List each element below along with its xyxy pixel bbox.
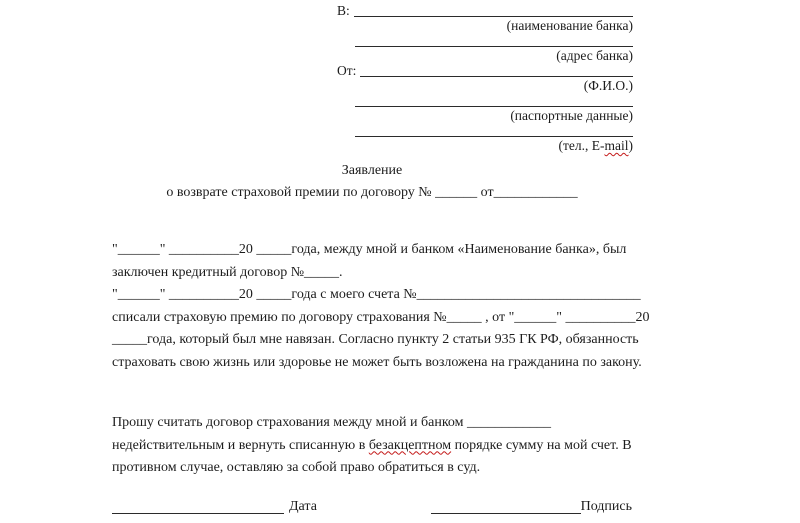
contact-caption-post: ) xyxy=(628,138,633,153)
from-prefix: От: xyxy=(337,63,357,78)
signature-label: Подпись xyxy=(580,499,632,514)
date-group xyxy=(112,498,317,516)
contact-caption xyxy=(337,138,633,153)
request-line2-pre: недействительным и вернуть списанную в xyxy=(112,437,369,453)
paragraph-request xyxy=(112,412,672,480)
passport-caption: (паспортные данные) xyxy=(510,108,633,123)
fio-caption: (Ф.И.О.) xyxy=(583,78,633,93)
document-body xyxy=(112,239,672,480)
document-title xyxy=(112,160,632,203)
signature-blank-line[interactable] xyxy=(431,513,581,514)
body-line: заключен кредитный договор №_____. xyxy=(112,264,343,280)
field-row-fio xyxy=(337,63,633,78)
body-line: Прошу считать договор страхования между мной и банком ____________ xyxy=(112,415,551,430)
signature-footer xyxy=(112,498,632,516)
passport-blank-line[interactable] xyxy=(355,93,633,107)
bank-address-caption: (адрес банка) xyxy=(556,48,633,63)
body-line: _____года, который был мне навязан. Согласно пункту 2 статьи 935 ГК РФ, обязанность xyxy=(112,332,639,347)
date-blank-line[interactable] xyxy=(112,513,284,514)
body-line: "______" __________20 _____года, между мной и банком «Наименование банка», был xyxy=(112,242,627,257)
body-line: списали страховую премию по договору страхования №_____ , от "______" __________20 xyxy=(112,309,650,325)
recipient-header-block xyxy=(337,3,633,153)
field-row-passport xyxy=(337,93,633,108)
bank-name-caption: (наименование банка) xyxy=(506,18,633,33)
field-row-bank-address xyxy=(337,33,633,48)
contact-blank-line[interactable] xyxy=(355,123,633,137)
fio-blank-line[interactable] xyxy=(360,63,633,77)
contact-caption-misspelled-word: mail xyxy=(604,138,629,153)
signature-group xyxy=(431,498,632,516)
body-line: страховать свою жизнь или здоровье не может быть возложена на гражданина по закону. xyxy=(112,354,642,370)
bank-name-blank-line[interactable] xyxy=(354,3,633,17)
field-row-bank-name xyxy=(337,3,633,18)
date-label: Дата xyxy=(289,499,317,514)
to-prefix: В: xyxy=(337,3,350,18)
title-line-1: Заявление xyxy=(341,163,403,178)
body-line: противном случае, оставляю за собой право обратиться в суд. xyxy=(112,460,481,475)
title-line-2: о возврате страховой премии по договору № ______ от____________ xyxy=(166,184,578,200)
misspelled-word: безакцептном xyxy=(368,437,452,453)
field-row-contact xyxy=(337,123,633,138)
body-line xyxy=(112,435,672,458)
body-line: "______" __________20 _____года с моего счета №________________________________ xyxy=(112,287,641,302)
bank-address-blank-line[interactable] xyxy=(355,33,633,47)
request-line2-post: порядке сумму на мой счет. В xyxy=(451,437,632,453)
contact-caption-pre: (тел., E- xyxy=(558,138,605,153)
paragraph-facts xyxy=(112,239,672,374)
